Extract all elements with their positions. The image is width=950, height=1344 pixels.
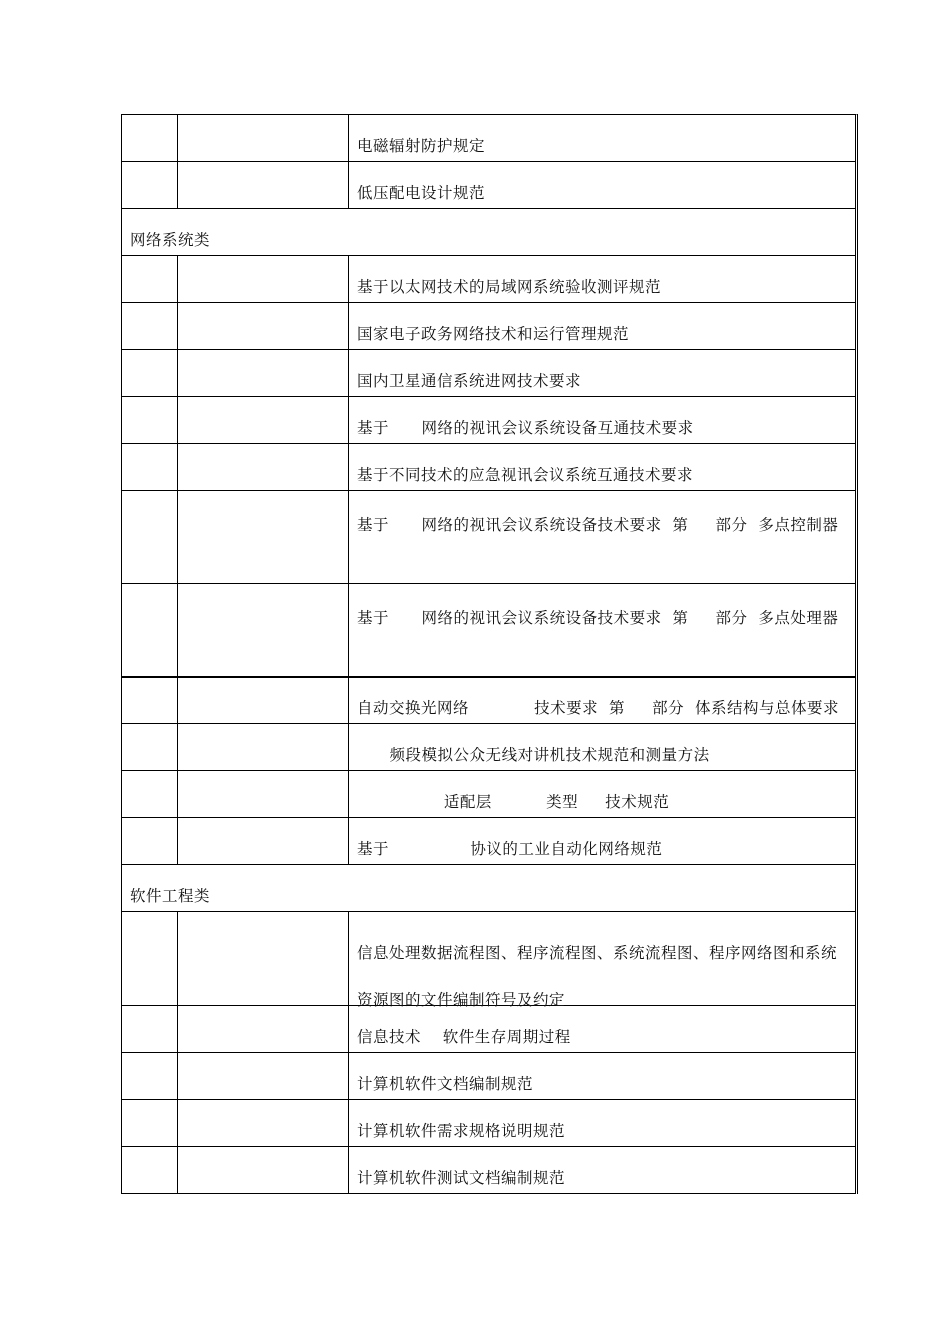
index-cell [122, 771, 178, 817]
index-cell [122, 1100, 178, 1146]
index-cell [122, 912, 178, 1005]
table-row [122, 584, 855, 678]
standard-name: 低压配电设计规范 [357, 184, 486, 202]
table-row [122, 491, 855, 584]
category-label: 网络系统类 [130, 231, 211, 249]
standards-table [121, 114, 858, 1194]
standard-name: 基于不同技术的应急视讯会议系统互通技术要求 [357, 466, 694, 484]
table-row [122, 303, 855, 350]
category-row [122, 209, 855, 256]
index-cell [122, 162, 178, 208]
standard-name: 基于 网络的视讯会议系统设备技术要求 第 部分 多点控制器 [357, 516, 839, 534]
category-label: 软件工程类 [130, 887, 211, 905]
index-cell [122, 444, 178, 490]
index-cell [122, 115, 178, 161]
index-cell [122, 350, 178, 396]
code-cell [178, 818, 349, 864]
category-row [122, 865, 855, 912]
code-cell [178, 115, 349, 161]
code-cell [178, 303, 349, 349]
table-row [122, 912, 855, 1009]
standard-name: 基于以太网技术的局域网系统验收测评规范 [357, 278, 662, 296]
code-cell [178, 1053, 349, 1099]
table-row [122, 678, 855, 724]
index-cell [122, 818, 178, 864]
index-cell [122, 303, 178, 349]
standard-name: 基于 协议的工业自动化网络规范 [357, 840, 663, 858]
index-cell [122, 1147, 178, 1193]
code-cell [178, 584, 349, 676]
table-row [122, 256, 855, 303]
code-cell [178, 678, 349, 723]
code-cell [178, 256, 349, 302]
standard-name: 计算机软件测试文档编制规范 [357, 1169, 566, 1187]
table-row [122, 1147, 855, 1194]
code-cell [178, 444, 349, 490]
code-cell [178, 1147, 349, 1193]
code-cell [178, 350, 349, 396]
standard-name: 电磁辐射防护规定 [357, 137, 486, 155]
table-row [122, 350, 855, 397]
code-cell [178, 491, 349, 583]
standard-name: 适配层 类型 技术规范 [357, 793, 670, 811]
table-row [122, 1006, 855, 1053]
table-row [122, 162, 855, 209]
table-row [122, 771, 855, 818]
table-row [122, 724, 855, 771]
code-cell [178, 771, 349, 817]
index-cell [122, 397, 178, 443]
index-cell [122, 678, 178, 723]
standard-name: 自动交换光网络 技术要求 第 部分 体系结构与总体要求 [357, 699, 839, 717]
index-cell [122, 1006, 178, 1052]
standard-name: 计算机软件文档编制规范 [357, 1075, 534, 1093]
standard-name: 基于 网络的视讯会议系统设备技术要求 第 部分 多点处理器 [357, 609, 839, 627]
standard-name: 计算机软件需求规格说明规范 [357, 1122, 566, 1140]
index-cell [122, 584, 178, 676]
standard-name: 频段模拟公众无线对讲机技术规范和测量方法 [357, 746, 710, 764]
standard-name: 国内卫星通信系统进网技术要求 [357, 372, 582, 390]
index-cell [122, 1053, 178, 1099]
standard-name: 基于 网络的视讯会议系统设备互通技术要求 [357, 419, 694, 437]
code-cell [178, 397, 349, 443]
table-row [122, 1053, 855, 1100]
code-cell [178, 1006, 349, 1052]
index-cell [122, 491, 178, 583]
code-cell [178, 912, 349, 1005]
index-cell [122, 724, 178, 770]
code-cell [178, 724, 349, 770]
code-cell [178, 162, 349, 208]
index-cell [122, 256, 178, 302]
standard-name: 信息处理数据流程图、程序流程图、系统流程图、程序网络图和系统资源图的文件编制符号及约定 [357, 944, 838, 1009]
table-row [122, 818, 855, 865]
standard-name: 国家电子政务网络技术和运行管理规范 [357, 325, 630, 343]
table-row [122, 1100, 855, 1147]
table-row [122, 115, 855, 162]
table-row [122, 444, 855, 491]
code-cell [178, 1100, 349, 1146]
table-row [122, 397, 855, 444]
standard-name: 信息技术 软件生存周期过程 [357, 1028, 571, 1046]
